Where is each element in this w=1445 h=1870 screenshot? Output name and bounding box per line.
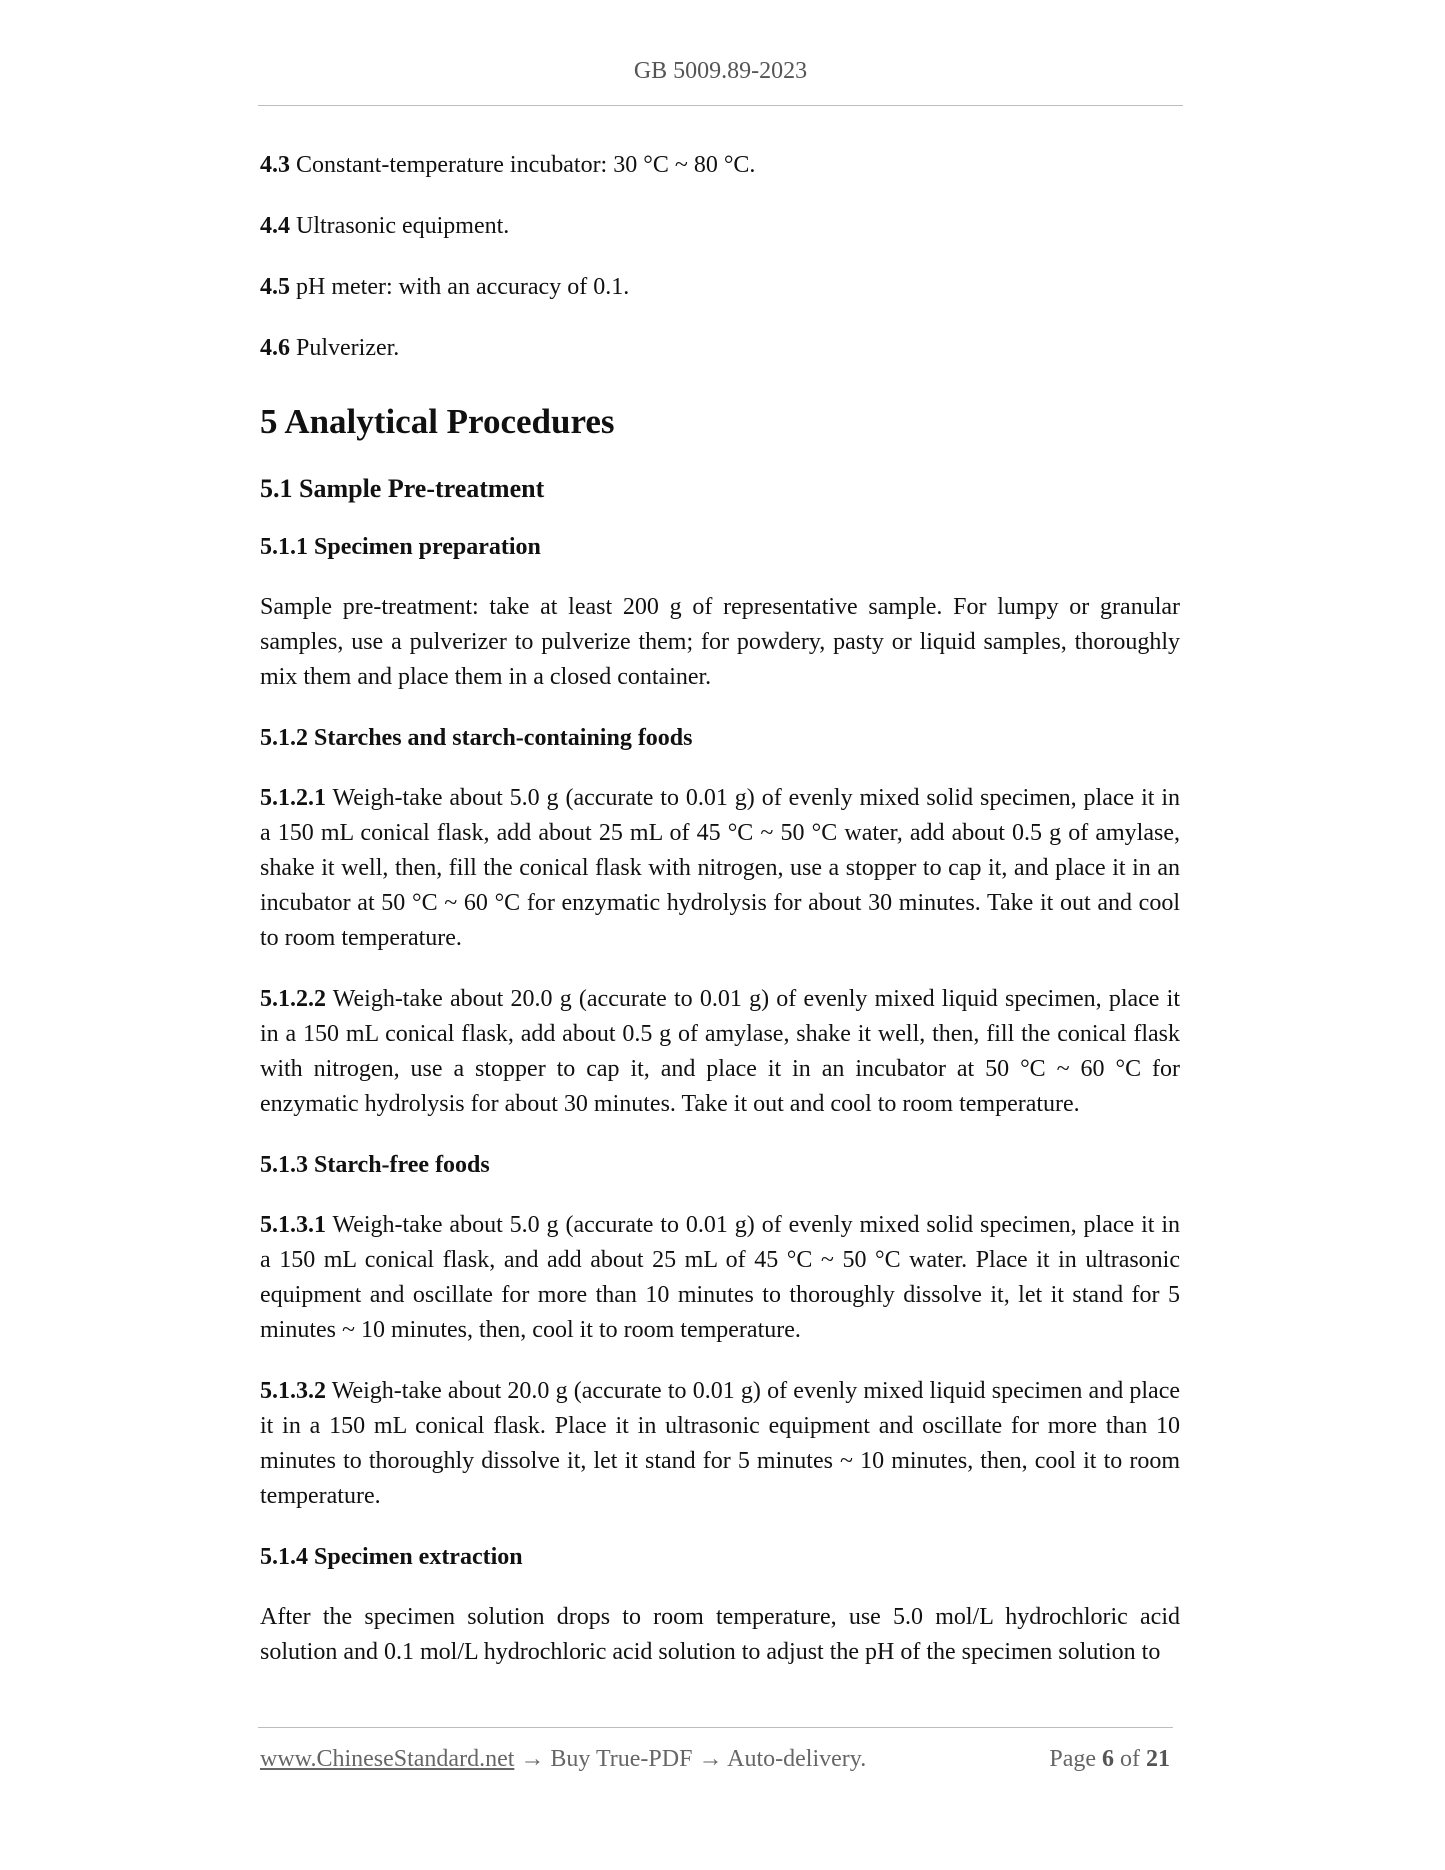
arrow-right-icon: → xyxy=(514,1746,551,1772)
document-body xyxy=(260,148,1180,1696)
section-5-heading: 5 Analytical Procedures xyxy=(260,402,615,441)
specimen-extraction-paragraph: After the specimen solution drops to room temperature, use 5.0 mol/L hydrochloric acid solution and 0.1 mol/L hydrochloric acid solution to adjust the pH of the specimen solution to xyxy=(260,1604,1180,1665)
of-label: of xyxy=(1114,1746,1146,1772)
specimen-preparation-paragraph: Sample pre-treatment: take at least 200 g of representative sample. For lumpy or granular samples, use a pulverizer to pulverize them; for powdery, pasty or liquid samples, thoroughly mix them and place them in a closed container. xyxy=(260,594,1180,690)
item-4-5 xyxy=(260,270,1180,305)
page-indicator xyxy=(1049,1746,1170,1773)
item-text: Ultrasonic equipment. xyxy=(290,213,510,239)
paragraph-5-1-2-2 xyxy=(260,982,1180,1122)
item-4-6 xyxy=(260,331,1180,366)
page-number: 6 xyxy=(1102,1746,1114,1772)
page-footer xyxy=(260,1746,1170,1773)
footer-left xyxy=(260,1746,866,1773)
item-4-4 xyxy=(260,209,1180,244)
clause-text: Weigh-take about 5.0 g (accurate to 0.01 g) of evenly mixed solid specimen, place it in a 150 mL conical flask, and add about 25 mL of 45 °C ~ 50 °C water. Place it in ultrasonic equipment and oscillate for more than 10 minutes to thoroughly dissolve it, let it stand for 5 minutes ~ 10 minutes, then, cool it to room temperature. xyxy=(260,1212,1180,1343)
auto-delivery-text: Auto-delivery. xyxy=(727,1746,867,1772)
section-5-1-1-heading: 5.1.1 Specimen preparation xyxy=(260,534,541,560)
section-5-1-2-heading: 5.1.2 Starches and starch-containing foods xyxy=(260,725,693,751)
section-5-1-3-heading: 5.1.3 Starch-free foods xyxy=(260,1152,490,1178)
paragraph-5-1-2-1 xyxy=(260,781,1180,956)
header-divider xyxy=(258,105,1183,106)
paragraph-5-1-3-2 xyxy=(260,1374,1180,1514)
clause-number: 5.1.2.1 xyxy=(260,785,326,811)
clause-text: Weigh-take about 5.0 g (accurate to 0.01 g) of evenly mixed solid specimen, place it in a 150 mL conical flask, add about 25 mL of 45 °C ~ 50 °C water, add about 0.5 g of amylase, shake it well, then, fill the conical flask with nitrogen, use a stopper to cap it, and place it in an incubator at 50 °C ~ 60 °C for enzymatic hydrolysis for about 30 minutes. Take it out and cool to room temperature. xyxy=(260,785,1180,951)
arrow-right-icon: → xyxy=(692,1746,728,1772)
clause-number: 5.1.2.2 xyxy=(260,986,326,1012)
clause-number: 5.1.3.1 xyxy=(260,1212,326,1238)
clause-text: Weigh-take about 20.0 g (accurate to 0.01 g) of evenly mixed liquid specimen, place it in a 150 mL conical flask, add about 0.5 g of amylase, shake it well, then, fill the conical flask with nitrogen, use a stopper to cap it, and place it in an incubator at 50 °C ~ 60 °C for enzymatic hydrolysis for about 30 minutes. Take it out and cool to room temperature. xyxy=(260,986,1180,1117)
footer-divider xyxy=(258,1727,1173,1728)
paragraph-5-1-3-1 xyxy=(260,1208,1180,1348)
page-total: 21 xyxy=(1146,1746,1170,1772)
page-header: GB 5009.89-2023 xyxy=(633,58,808,84)
page-label: Page xyxy=(1049,1746,1102,1772)
item-text: pH meter: with an accuracy of 0.1. xyxy=(290,274,630,300)
clause-text: Weigh-take about 20.0 g (accurate to 0.01 g) of evenly mixed liquid specimen and place it in a 150 mL conical flask. Place it in ultrasonic equipment and oscillate for more than 10 minutes to thoroughly dissolve it, let it stand for 5 minutes ~ 10 minutes, then, cool it to room temperature. xyxy=(260,1378,1180,1509)
website-link[interactable]: www.ChineseStandard.net xyxy=(260,1746,515,1772)
item-number: 4.4 xyxy=(260,213,290,239)
section-5-1-4-heading: 5.1.4 Specimen extraction xyxy=(260,1544,523,1570)
item-text: Constant-temperature incubator: 30 °C ~ 80 °C. xyxy=(290,152,756,178)
item-number: 4.6 xyxy=(260,335,290,361)
item-text: Pulverizer. xyxy=(290,335,400,361)
item-4-3 xyxy=(260,148,1180,183)
item-number: 4.5 xyxy=(260,274,290,300)
clause-number: 5.1.3.2 xyxy=(260,1378,326,1404)
item-number: 4.3 xyxy=(260,152,290,178)
section-5-1-heading: 5.1 Sample Pre-treatment xyxy=(260,474,545,503)
buy-pdf-text: Buy True-PDF xyxy=(550,1746,693,1772)
